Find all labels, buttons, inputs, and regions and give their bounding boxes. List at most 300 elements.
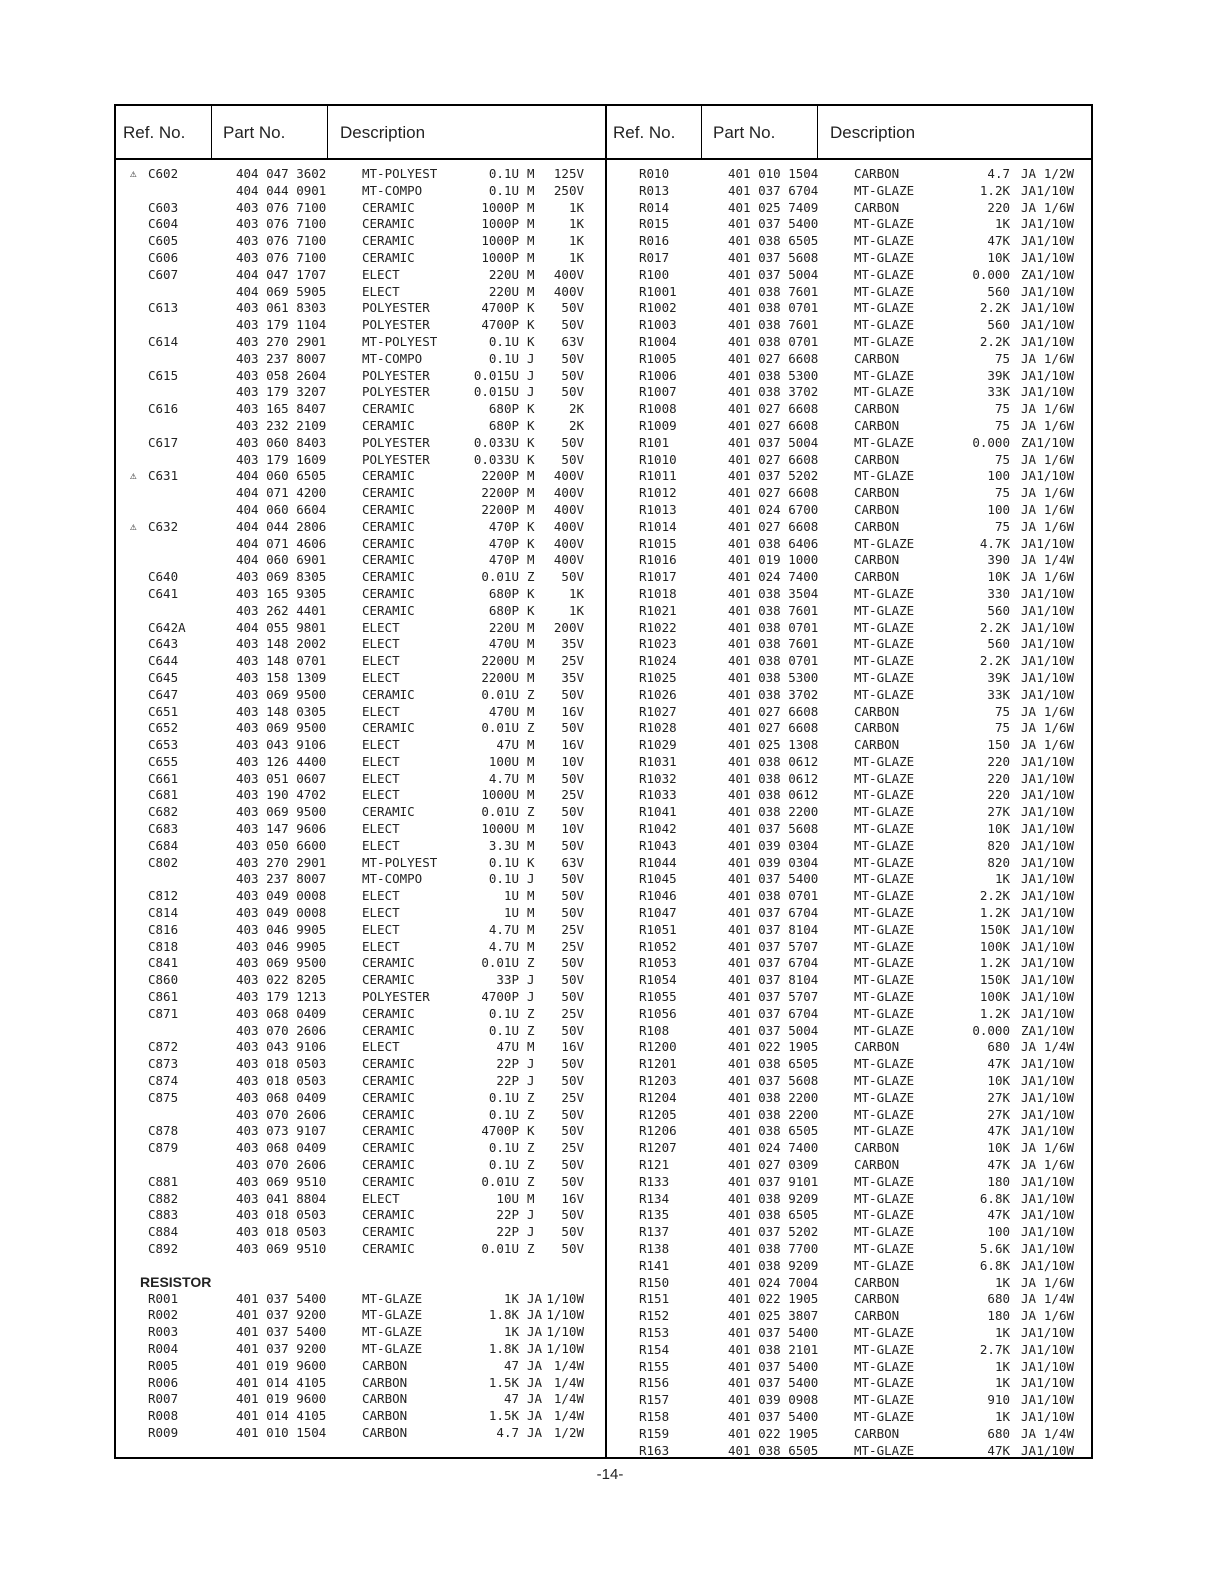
rating: 50V	[561, 317, 584, 333]
parts-row	[116, 351, 605, 368]
safety-warning-icon: ⚠	[130, 519, 136, 533]
description: CERAMIC	[362, 401, 415, 417]
rating: 1/10W	[1036, 1224, 1074, 1240]
description: CARBON	[854, 501, 900, 517]
parts-row	[607, 1207, 1093, 1224]
parts-row	[607, 1174, 1093, 1191]
description: CERAMIC	[362, 417, 415, 433]
part-no: 404 069 5905	[236, 283, 327, 299]
part-no: 403 148 0701	[236, 653, 327, 669]
description: POLYESTER	[362, 434, 430, 450]
rating: 1/6W	[1043, 720, 1074, 736]
value: 47	[503, 1391, 519, 1407]
rating: 63V	[561, 854, 584, 870]
value: 220U	[488, 619, 519, 635]
value: 1U	[503, 905, 519, 921]
ref-no: R1055	[639, 989, 677, 1005]
rating: 1/10W	[1036, 921, 1074, 937]
part-no: 401 038 2101	[728, 1341, 819, 1357]
parts-list-table	[114, 104, 1093, 1459]
parts-row	[116, 620, 605, 637]
description: CARBON	[854, 1274, 900, 1290]
parts-row	[607, 401, 1093, 418]
ref-no: R1008	[639, 401, 677, 417]
value: 2.2K	[979, 888, 1010, 904]
tolerance: M	[527, 216, 535, 232]
rating: 200V	[553, 619, 584, 635]
rating: 50V	[561, 1106, 584, 1122]
rating: 50V	[561, 350, 584, 366]
tolerance: JA	[1021, 636, 1037, 652]
description: MT-GLAZE	[854, 1207, 915, 1223]
part-no: 401 025 7409	[728, 199, 819, 215]
part-no: 401 038 0701	[728, 653, 819, 669]
rating: 50V	[561, 1224, 584, 1240]
rating: 1/10W	[1036, 972, 1074, 988]
description: CERAMIC	[362, 535, 415, 551]
parts-row	[116, 1140, 605, 1157]
description: MT-GLAZE	[854, 905, 915, 921]
part-no: 401 037 5400	[728, 1375, 819, 1391]
value: 1K	[994, 1375, 1010, 1391]
parts-row	[607, 1426, 1093, 1443]
part-no: 403 076 7100	[236, 216, 327, 232]
ref-no: R1046	[639, 888, 677, 904]
description: MT-POLYEST	[362, 333, 438, 349]
parts-row	[607, 1241, 1093, 1258]
rating: 1/4W	[1043, 552, 1074, 568]
rating: 1/10W	[1036, 1341, 1074, 1357]
ref-no: R004	[148, 1340, 179, 1356]
ref-no: R158	[639, 1408, 670, 1424]
tolerance: J	[527, 1207, 535, 1223]
tolerance: JA	[1021, 1140, 1037, 1156]
description: MT-GLAZE	[854, 619, 915, 635]
description: ELECT	[362, 821, 400, 837]
ref-no: C647	[148, 686, 179, 702]
rating: 1/10W	[546, 1290, 584, 1306]
parts-row	[607, 1375, 1093, 1392]
parts-row	[607, 502, 1093, 519]
tolerance: JA	[1021, 1257, 1037, 1273]
description: MT-GLAZE	[854, 653, 915, 669]
rating: 400V	[553, 535, 584, 551]
ref-no: C602	[148, 166, 179, 181]
ref-no: R1041	[639, 804, 677, 820]
value: 75	[994, 417, 1010, 433]
description: CERAMIC	[362, 199, 415, 215]
description: POLYESTER	[362, 317, 430, 333]
rating: 50V	[561, 871, 584, 887]
value: 2.2K	[979, 653, 1010, 669]
tolerance: JA	[1021, 1073, 1037, 1089]
rating: 1/10W	[1036, 653, 1074, 669]
rating: 16V	[561, 1039, 584, 1055]
value: 1K	[994, 1408, 1010, 1424]
description: CARBON	[362, 1357, 408, 1373]
tolerance: JA	[1021, 501, 1037, 517]
rating: 1/10W	[1036, 1442, 1074, 1458]
part-no: 401 037 9101	[728, 1173, 819, 1189]
part-no: 403 018 0503	[236, 1224, 327, 1240]
rating: 1/10W	[1036, 955, 1074, 971]
description: MT-GLAZE	[854, 837, 915, 853]
rating: 400V	[553, 552, 584, 568]
ref-no: R151	[639, 1291, 670, 1307]
part-no: 401 037 6704	[728, 1005, 819, 1021]
tolerance: M	[527, 636, 535, 652]
ref-no: R1016	[639, 552, 677, 568]
parts-row	[607, 754, 1093, 771]
ref-no: R141	[639, 1257, 670, 1273]
rating: 1/4W	[1043, 1425, 1074, 1441]
description: ELECT	[362, 266, 400, 282]
ref-no: C882	[148, 1190, 179, 1206]
parts-row	[607, 300, 1093, 317]
parts-row	[116, 871, 605, 888]
rating: 1/10W	[546, 1324, 584, 1340]
value: 27K	[987, 1106, 1010, 1122]
part-no: 403 049 0008	[236, 905, 327, 921]
ref-no: R1013	[639, 501, 677, 517]
description: MT-GLAZE	[854, 972, 915, 988]
tolerance: JA	[1021, 1089, 1037, 1105]
value: 0.1U	[488, 1005, 519, 1021]
part-no: 401 037 5202	[728, 1224, 819, 1240]
description: ELECT	[362, 669, 400, 685]
tolerance: JA	[1021, 1157, 1037, 1173]
parts-row	[607, 955, 1093, 972]
ref-no: R1018	[639, 585, 677, 601]
tolerance: JA	[527, 1357, 543, 1373]
parts-row	[607, 435, 1093, 452]
parts-row	[607, 670, 1093, 687]
ref-no: R1022	[639, 619, 677, 635]
parts-row	[116, 552, 605, 569]
ref-no: R1056	[639, 1005, 677, 1021]
left-parts-column	[116, 166, 605, 1442]
rating: 1/10W	[1036, 1022, 1074, 1038]
tolerance: JA	[1021, 333, 1037, 349]
part-no: 403 232 2109	[236, 417, 327, 433]
value: 0.01U	[481, 686, 519, 702]
parts-row	[607, 1409, 1093, 1426]
part-no: 401 037 5707	[728, 989, 819, 1005]
ref-no: R010	[639, 166, 670, 181]
description: CARBON	[854, 1140, 900, 1156]
tolerance: JA	[1021, 837, 1037, 853]
description: MT-GLAZE	[854, 888, 915, 904]
tolerance: JA	[1021, 888, 1037, 904]
rating: 400V	[553, 485, 584, 501]
parts-row	[607, 468, 1093, 485]
tolerance: J	[527, 367, 535, 383]
rating: 1/10W	[1036, 434, 1074, 450]
ref-no: C651	[148, 703, 179, 719]
ref-no: C818	[148, 938, 179, 954]
ref-no: R135	[639, 1207, 670, 1223]
tolerance: Z	[527, 1157, 535, 1173]
description: MT-GLAZE	[854, 921, 915, 937]
value: 0.015U	[473, 384, 519, 400]
description: CERAMIC	[362, 552, 415, 568]
tolerance: JA	[527, 1290, 543, 1306]
ref-no: C879	[148, 1140, 179, 1156]
ref-no: C892	[148, 1241, 179, 1256]
rating: 1/10W	[546, 1340, 584, 1356]
value: 1.2K	[979, 955, 1010, 971]
value: 0.01U	[481, 1241, 519, 1256]
tolerance: K	[527, 602, 535, 618]
tolerance: J	[527, 972, 535, 988]
parts-row	[607, 871, 1093, 888]
tolerance: JA	[1021, 871, 1037, 887]
tolerance: K	[527, 854, 535, 870]
parts-row	[116, 1023, 605, 1040]
tolerance: M	[527, 1039, 535, 1055]
description: MT-GLAZE	[854, 1073, 915, 1089]
rating: 1/10W	[1036, 636, 1074, 652]
ref-no: R008	[148, 1408, 179, 1424]
part-no: 401 024 7004	[728, 1274, 819, 1290]
parts-row	[607, 1224, 1093, 1241]
value: 0.1U	[488, 854, 519, 870]
description: CERAMIC	[362, 1123, 415, 1139]
ref-no: R1005	[639, 350, 677, 366]
parts-row	[607, 1308, 1093, 1325]
ref-no: R1006	[639, 367, 677, 383]
description: CARBON	[854, 166, 900, 181]
rating: 1K	[568, 585, 584, 601]
description: MT-GLAZE	[854, 854, 915, 870]
description: CERAMIC	[362, 1089, 415, 1105]
description: MT-GLAZE	[362, 1324, 423, 1340]
description: MT-GLAZE	[854, 989, 915, 1005]
part-no: 403 068 0409	[236, 1089, 327, 1105]
part-no: 403 270 2901	[236, 333, 327, 349]
description: CARBON	[854, 485, 900, 501]
part-no: 403 043 9106	[236, 1039, 327, 1055]
value: 4.7U	[488, 921, 519, 937]
ref-no: R1204	[639, 1089, 677, 1105]
parts-row	[607, 1056, 1093, 1073]
tolerance: JA	[1021, 653, 1037, 669]
value: 0.1U	[488, 871, 519, 887]
tolerance: JA	[1021, 921, 1037, 937]
tolerance: JA	[527, 1391, 543, 1407]
ref-no: R157	[639, 1392, 670, 1408]
parts-row	[607, 452, 1093, 469]
rating: 50V	[561, 384, 584, 400]
rating: 50V	[561, 1173, 584, 1189]
description: CARBON	[362, 1391, 408, 1407]
parts-row	[116, 418, 605, 435]
part-no: 401 038 0701	[728, 888, 819, 904]
tolerance: K	[527, 518, 535, 534]
ref-no: C655	[148, 753, 179, 769]
parts-row	[607, 334, 1093, 351]
rating: 1/10W	[1036, 602, 1074, 618]
part-no: 401 037 5400	[728, 1408, 819, 1424]
tolerance: M	[527, 669, 535, 685]
parts-row	[607, 620, 1093, 637]
tolerance: JA	[1021, 720, 1037, 736]
rating: 50V	[561, 888, 584, 904]
description: MT-COMPO	[362, 182, 423, 198]
rating: 1/10W	[1036, 249, 1074, 265]
value: 560	[987, 602, 1010, 618]
rating: 1/6W	[1043, 1140, 1074, 1156]
part-no: 403 158 1309	[236, 669, 327, 685]
ref-no: R1014	[639, 518, 677, 534]
value: 680	[987, 1039, 1010, 1055]
parts-row	[116, 1425, 605, 1442]
tolerance: JA	[1021, 1408, 1037, 1424]
ref-no: C603	[148, 199, 179, 215]
value: 75	[994, 350, 1010, 366]
parts-row	[607, 1107, 1093, 1124]
rating: 400V	[553, 283, 584, 299]
rating: 1/10W	[1036, 821, 1074, 837]
description: MT-GLAZE	[854, 1358, 915, 1374]
value: 1.5K	[488, 1374, 519, 1390]
value: 150	[987, 737, 1010, 753]
tolerance: JA	[1021, 552, 1037, 568]
description: ELECT	[362, 905, 400, 921]
header-separator	[327, 106, 328, 158]
rating: 50V	[561, 804, 584, 820]
tolerance: M	[527, 619, 535, 635]
tolerance: Z	[527, 1022, 535, 1038]
description: MT-GLAZE	[854, 1173, 915, 1189]
tolerance: M	[527, 485, 535, 501]
ref-no: R1032	[639, 770, 677, 786]
description: CARBON	[854, 552, 900, 568]
ref-no: R014	[639, 199, 670, 215]
ref-no: R016	[639, 233, 670, 249]
tolerance: K	[527, 300, 535, 316]
parts-row	[116, 955, 605, 972]
part-no: 401 019 9600	[236, 1357, 327, 1373]
parts-row	[116, 1291, 605, 1308]
value: 220	[987, 199, 1010, 215]
rating: 25V	[561, 787, 584, 803]
part-no: 403 018 0503	[236, 1207, 327, 1223]
parts-row	[116, 1157, 605, 1174]
parts-row	[607, 939, 1093, 956]
rating: 400V	[553, 518, 584, 534]
rating: 25V	[561, 653, 584, 669]
rating: 1/6W	[1043, 401, 1074, 417]
description: MT-GLAZE	[854, 535, 915, 551]
part-no: 403 179 3207	[236, 384, 327, 400]
parts-row	[116, 435, 605, 452]
rating: 1/10W	[1036, 585, 1074, 601]
parts-row	[116, 569, 605, 586]
ref-no: R1009	[639, 417, 677, 433]
rating: 50V	[561, 686, 584, 702]
ref-no: R1205	[639, 1106, 677, 1122]
part-no: 401 027 0309	[728, 1157, 819, 1173]
value: 1.5K	[488, 1408, 519, 1424]
tolerance: K	[527, 451, 535, 467]
part-no: 401 039 0304	[728, 837, 819, 853]
description: MT-GLAZE	[854, 283, 915, 299]
description: MT-GLAZE	[854, 821, 915, 837]
parts-row	[607, 1157, 1093, 1174]
rating: 1/6W	[1043, 518, 1074, 534]
rating: 1/10W	[1036, 753, 1074, 769]
rating: 16V	[561, 737, 584, 753]
tolerance: M	[527, 737, 535, 753]
value: 47	[503, 1357, 519, 1373]
description: MT-GLAZE	[362, 1290, 423, 1306]
rating: 50V	[561, 905, 584, 921]
description: MT-GLAZE	[854, 686, 915, 702]
rating: 1/6W	[1043, 569, 1074, 585]
part-no: 403 068 0409	[236, 1140, 327, 1156]
ref-no: R108	[639, 1022, 670, 1038]
ref-no: R1002	[639, 300, 677, 316]
description: MT-GLAZE	[854, 384, 915, 400]
description: CERAMIC	[362, 972, 415, 988]
tolerance: JA	[1021, 199, 1037, 215]
tolerance: JA	[1021, 1274, 1037, 1290]
rating: 35V	[561, 669, 584, 685]
tolerance: JA	[1021, 703, 1037, 719]
tolerance: J	[527, 989, 535, 1005]
value: 100	[987, 501, 1010, 517]
parts-row	[607, 1073, 1093, 1090]
value: 10K	[987, 569, 1010, 585]
value: 0.1U	[488, 166, 519, 181]
description: CERAMIC	[362, 686, 415, 702]
parts-row	[116, 1358, 605, 1375]
description: MT-COMPO	[362, 871, 423, 887]
parts-row	[607, 368, 1093, 385]
description: MT-GLAZE	[854, 182, 915, 198]
tolerance: M	[527, 837, 535, 853]
rating: 1/10W	[1036, 182, 1074, 198]
parts-row	[116, 1324, 605, 1341]
rating: 1/10W	[1036, 1375, 1074, 1391]
value: 0.01U	[481, 955, 519, 971]
part-no: 401 038 2200	[728, 804, 819, 820]
parts-row	[116, 771, 605, 788]
parts-row	[116, 754, 605, 771]
parts-row	[607, 922, 1093, 939]
header-ref-right: Ref. No.	[613, 123, 676, 142]
tolerance: JA	[1021, 1425, 1037, 1441]
parts-row	[607, 351, 1093, 368]
parts-row	[607, 216, 1093, 233]
ref-no: R155	[639, 1358, 670, 1374]
description: MT-GLAZE	[854, 1375, 915, 1391]
part-no: 401 038 5300	[728, 669, 819, 685]
part-no: 401 027 6608	[728, 451, 819, 467]
value: 47K	[987, 1123, 1010, 1139]
tolerance: K	[527, 1123, 535, 1139]
rating: 1/4W	[553, 1357, 584, 1373]
tolerance: M	[527, 888, 535, 904]
rating: 1/10W	[1036, 1089, 1074, 1105]
value: 1000U	[481, 821, 519, 837]
part-no: 401 037 9200	[236, 1340, 327, 1356]
parts-row	[607, 603, 1093, 620]
rating: 1/10W	[1036, 905, 1074, 921]
part-no: 403 076 7100	[236, 199, 327, 215]
ref-no: R015	[639, 216, 670, 232]
